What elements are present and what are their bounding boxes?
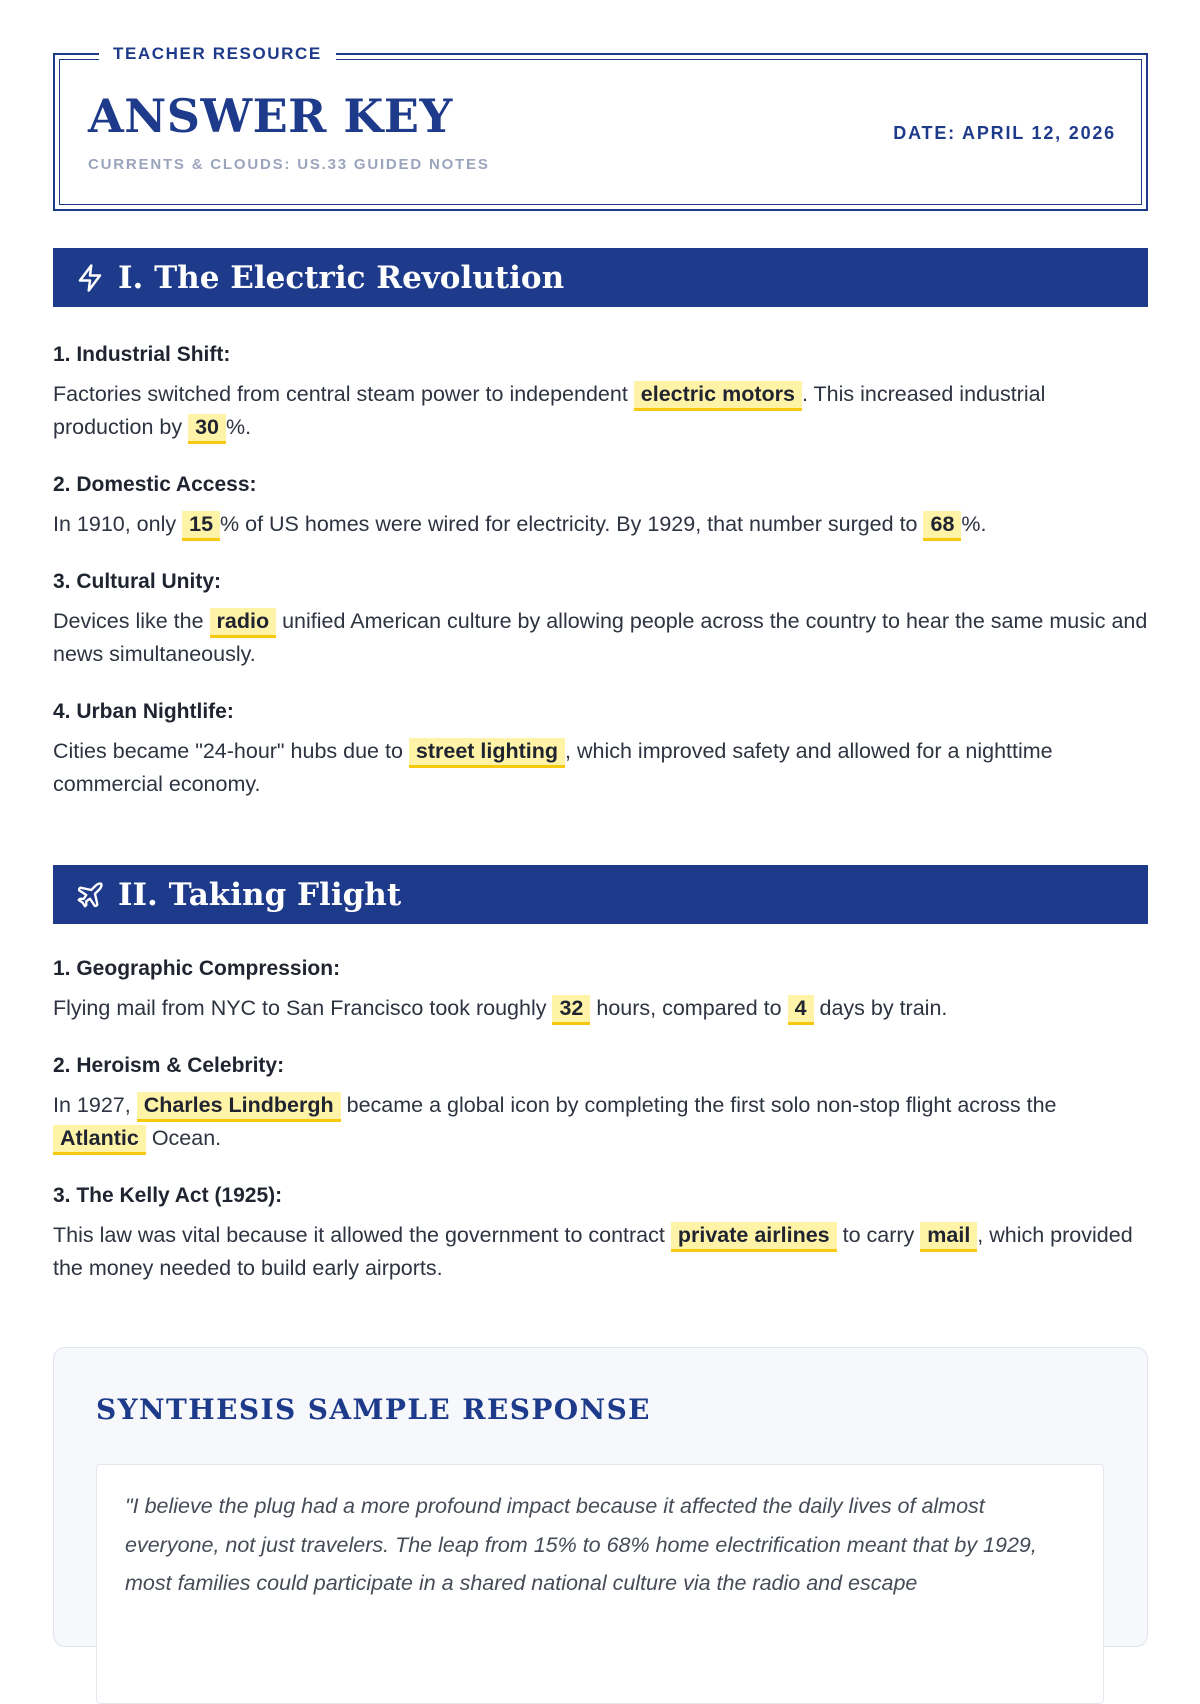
list-item bbox=[53, 954, 1148, 1025]
synthesis-quote: "I believe the plug had a more profound impact because it affected the daily lives of almost everyone, not just travelers. The leap from 15% to 68% home electrification meant that by 1929, most families could participate in a shared national culture via the radio and escape bbox=[125, 1494, 1037, 1595]
text-segment: This law was vital because it allowed the government to contract bbox=[53, 1223, 671, 1247]
answer-highlight: mail bbox=[920, 1222, 977, 1252]
item-text bbox=[53, 508, 1148, 541]
text-segment: In 1927, bbox=[53, 1093, 137, 1117]
answer-highlight: Atlantic bbox=[53, 1125, 146, 1155]
text-segment: hours, compared to bbox=[590, 996, 788, 1020]
text-segment: became a global icon by completing the first solo non-stop flight across the bbox=[340, 1093, 1057, 1117]
answer-highlight: 32 bbox=[552, 995, 590, 1025]
answer-highlight: electric motors bbox=[634, 381, 802, 411]
text-segment: to carry bbox=[836, 1223, 921, 1247]
header-tag: TEACHER RESOURCE bbox=[99, 42, 336, 66]
answer-highlight: private airlines bbox=[671, 1222, 837, 1252]
item-text bbox=[53, 1219, 1148, 1285]
item-text bbox=[53, 735, 1148, 801]
text-segment: days by train. bbox=[813, 996, 948, 1020]
document-date: DATE: APRIL 12, 2026 bbox=[893, 123, 1116, 143]
answer-highlight: street lighting bbox=[409, 738, 565, 768]
section-items-electric bbox=[53, 340, 1148, 827]
header-box bbox=[53, 44, 1148, 211]
item-heading: 1. Industrial Shift: bbox=[53, 343, 231, 366]
page-title: ANSWER KEY bbox=[88, 89, 453, 143]
text-segment: Cities became "24-hour" hubs due to bbox=[53, 739, 409, 763]
text-segment: Flying mail from NYC to San Francisco took roughly bbox=[53, 996, 553, 1020]
synthesis-title: SYNTHESIS SAMPLE RESPONSE bbox=[96, 1393, 651, 1426]
section-title-flight: II. Taking Flight bbox=[118, 876, 402, 913]
synthesis-box bbox=[53, 1347, 1148, 1647]
text-segment: %. bbox=[961, 512, 987, 536]
item-text bbox=[53, 992, 1148, 1025]
list-item bbox=[53, 697, 1148, 801]
text-segment: , which provided the money needed to build early airports. bbox=[53, 1223, 1133, 1280]
section-banner-electric bbox=[53, 248, 1148, 307]
text-segment: . This increased industrial production by bbox=[53, 382, 1046, 439]
answer-highlight: 15 bbox=[182, 511, 220, 541]
list-item bbox=[53, 340, 1148, 444]
list-item bbox=[53, 470, 1148, 541]
text-segment: % of US homes were wired for electricity. By 1929, that number surged to bbox=[220, 512, 924, 536]
airplane-icon bbox=[75, 880, 105, 910]
item-heading: 1. Geographic Compression: bbox=[53, 957, 341, 980]
item-heading: 3. Cultural Unity: bbox=[53, 570, 222, 593]
list-item bbox=[53, 567, 1148, 671]
item-text bbox=[53, 378, 1148, 444]
item-heading: 3. The Kelly Act (1925): bbox=[53, 1184, 283, 1207]
answer-highlight: radio bbox=[210, 608, 277, 638]
item-text bbox=[53, 1089, 1148, 1155]
text-segment: , which improved safety and allowed for a nighttime commercial economy. bbox=[53, 739, 1053, 796]
item-heading: 4. Urban Nightlife: bbox=[53, 700, 234, 723]
item-heading: 2. Domestic Access: bbox=[53, 473, 257, 496]
text-segment: unified American culture by allowing people across the country to hear the same music and news simultaneously. bbox=[53, 609, 1148, 666]
answer-highlight: 68 bbox=[923, 511, 961, 541]
synthesis-quote-box bbox=[96, 1464, 1104, 1704]
lightning-bolt-icon bbox=[75, 263, 105, 293]
answer-highlight: 4 bbox=[788, 995, 814, 1025]
text-segment: %. bbox=[225, 415, 252, 439]
text-segment: Devices like the bbox=[53, 609, 210, 633]
section-title-electric: I. The Electric Revolution bbox=[118, 259, 565, 296]
item-text bbox=[53, 605, 1148, 671]
text-segment: Factories switched from central steam power to independent bbox=[53, 382, 634, 406]
item-heading: 2. Heroism & Celebrity: bbox=[53, 1054, 285, 1077]
text-segment: Ocean. bbox=[145, 1126, 222, 1150]
section-items-flight bbox=[53, 954, 1148, 1311]
page-subtitle: CURRENTS & CLOUDS: US.33 GUIDED NOTES bbox=[88, 156, 490, 173]
list-item bbox=[53, 1181, 1148, 1285]
text-segment: In 1910, only bbox=[53, 512, 183, 536]
answer-highlight: Charles Lindbergh bbox=[137, 1092, 341, 1122]
list-item bbox=[53, 1051, 1148, 1155]
answer-highlight: 30 bbox=[188, 414, 226, 444]
section-banner-flight bbox=[53, 865, 1148, 924]
